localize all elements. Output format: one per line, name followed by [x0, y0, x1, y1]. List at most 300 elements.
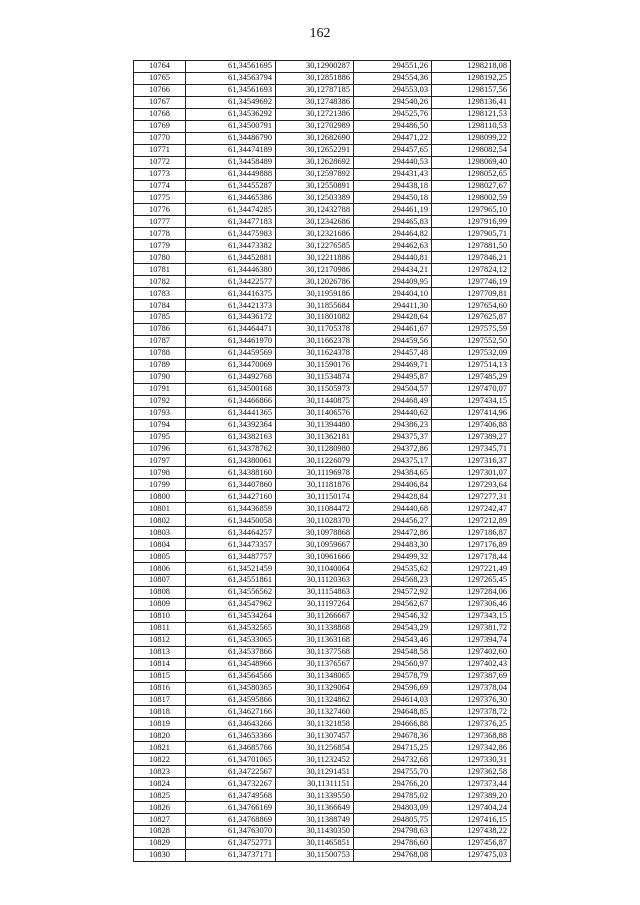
x-coordinate-cell: 294409,95 [354, 276, 432, 288]
x-coordinate-cell: 294715,25 [354, 742, 432, 754]
x-coordinate-cell: 294803,09 [354, 802, 432, 814]
table-row [134, 503, 511, 515]
table-row [134, 288, 511, 300]
point-id-cell: 10800 [134, 491, 186, 503]
latitude-cell: 61,34486790 [186, 132, 276, 144]
point-id-cell: 10798 [134, 467, 186, 479]
y-coordinate-cell: 1297404,24 [432, 802, 511, 814]
latitude-cell: 61,34382163 [186, 431, 276, 443]
longitude-cell: 30,11226079 [276, 455, 354, 467]
point-id-cell: 10773 [134, 168, 186, 180]
point-id-cell: 10819 [134, 718, 186, 730]
y-coordinate-cell: 1297342,86 [432, 742, 511, 754]
latitude-cell: 61,34537866 [186, 646, 276, 658]
x-coordinate-cell: 294648,85 [354, 706, 432, 718]
table-row [134, 323, 511, 335]
latitude-cell: 61,34477183 [186, 216, 276, 228]
x-coordinate-cell: 294456,27 [354, 515, 432, 527]
longitude-cell: 30,11430350 [276, 826, 354, 838]
point-id-cell: 10772 [134, 156, 186, 168]
longitude-cell: 30,11362181 [276, 431, 354, 443]
x-coordinate-cell: 294461,67 [354, 323, 432, 335]
table-row [134, 682, 511, 694]
table-row [134, 144, 511, 156]
latitude-cell: 61,34564566 [186, 670, 276, 682]
y-coordinate-cell: 1297186,87 [432, 527, 511, 539]
latitude-cell: 61,34722567 [186, 766, 276, 778]
x-coordinate-cell: 294614,03 [354, 694, 432, 706]
latitude-cell: 61,34464257 [186, 527, 276, 539]
latitude-cell: 61,34446380 [186, 264, 276, 276]
table-row [134, 551, 511, 563]
point-id-cell: 10820 [134, 730, 186, 742]
x-coordinate-cell: 294375,37 [354, 431, 432, 443]
latitude-cell: 61,34470069 [186, 359, 276, 371]
y-coordinate-cell: 1297178,44 [432, 551, 511, 563]
y-coordinate-cell: 1297284,06 [432, 586, 511, 598]
latitude-cell: 61,34475983 [186, 228, 276, 240]
longitude-cell: 30,12597892 [276, 168, 354, 180]
longitude-cell: 30,11662378 [276, 335, 354, 347]
x-coordinate-cell: 294461,19 [354, 204, 432, 216]
longitude-cell: 30,11377568 [276, 646, 354, 658]
table-row [134, 419, 511, 431]
latitude-cell: 61,34521459 [186, 563, 276, 575]
x-coordinate-cell: 294572,92 [354, 586, 432, 598]
longitude-cell: 30,11311151 [276, 778, 354, 790]
table-row [134, 431, 511, 443]
point-id-cell: 10817 [134, 694, 186, 706]
y-coordinate-cell: 1297389,20 [432, 790, 511, 802]
point-id-cell: 10805 [134, 551, 186, 563]
y-coordinate-cell: 1297416,15 [432, 814, 511, 826]
y-coordinate-cell: 1297881,50 [432, 240, 511, 252]
y-coordinate-cell: 1297212,89 [432, 515, 511, 527]
longitude-cell: 30,11505973 [276, 383, 354, 395]
table-row [134, 622, 511, 634]
x-coordinate-cell: 294457,48 [354, 347, 432, 359]
x-coordinate-cell: 294755,70 [354, 766, 432, 778]
table-row [134, 706, 511, 718]
x-coordinate-cell: 294440,62 [354, 407, 432, 419]
y-coordinate-cell: 1297746,19 [432, 276, 511, 288]
longitude-cell: 30,11197264 [276, 598, 354, 610]
longitude-cell: 30,11266667 [276, 610, 354, 622]
table-row [134, 276, 511, 288]
longitude-cell: 30,12721386 [276, 108, 354, 120]
longitude-cell: 30,11321858 [276, 718, 354, 730]
x-coordinate-cell: 294562,67 [354, 598, 432, 610]
latitude-cell: 61,34421373 [186, 300, 276, 312]
latitude-cell: 61,34580365 [186, 682, 276, 694]
point-id-cell: 10768 [134, 108, 186, 120]
x-coordinate-cell: 294543,46 [354, 634, 432, 646]
longitude-cell: 30,10959667 [276, 539, 354, 551]
point-id-cell: 10827 [134, 814, 186, 826]
x-coordinate-cell: 294457,65 [354, 144, 432, 156]
longitude-cell: 30,11406576 [276, 407, 354, 419]
y-coordinate-cell: 1297916,99 [432, 216, 511, 228]
point-id-cell: 10782 [134, 276, 186, 288]
latitude-cell: 61,34473357 [186, 539, 276, 551]
y-coordinate-cell: 1298069,40 [432, 156, 511, 168]
table-row [134, 264, 511, 276]
latitude-cell: 61,34549692 [186, 96, 276, 108]
table-row [134, 467, 511, 479]
y-coordinate-cell: 1297470,07 [432, 383, 511, 395]
point-id-cell: 10779 [134, 240, 186, 252]
latitude-cell: 61,34749568 [186, 790, 276, 802]
x-coordinate-cell: 294540,26 [354, 96, 432, 108]
latitude-cell: 61,34487757 [186, 551, 276, 563]
x-coordinate-cell: 294472,86 [354, 527, 432, 539]
longitude-cell: 30,11394480 [276, 419, 354, 431]
x-coordinate-cell: 294411,30 [354, 300, 432, 312]
latitude-cell: 61,34449888 [186, 168, 276, 180]
point-id-cell: 10780 [134, 252, 186, 264]
x-coordinate-cell: 294786,60 [354, 837, 432, 849]
table-row [134, 837, 511, 849]
y-coordinate-cell: 1297434,15 [432, 395, 511, 407]
point-id-cell: 10818 [134, 706, 186, 718]
table-row [134, 670, 511, 682]
x-coordinate-cell: 294375,17 [354, 455, 432, 467]
y-coordinate-cell: 1297709,81 [432, 288, 511, 300]
table-row [134, 383, 511, 395]
table-row [134, 156, 511, 168]
latitude-cell: 61,34466866 [186, 395, 276, 407]
table-row [134, 204, 511, 216]
table-row [134, 790, 511, 802]
y-coordinate-cell: 1297456,87 [432, 837, 511, 849]
latitude-cell: 61,34465386 [186, 192, 276, 204]
table-row [134, 754, 511, 766]
x-coordinate-cell: 294450,18 [354, 192, 432, 204]
latitude-cell: 61,34492768 [186, 371, 276, 383]
x-coordinate-cell: 294486,50 [354, 120, 432, 132]
coordinates-table [133, 60, 511, 862]
longitude-cell: 30,11280980 [276, 443, 354, 455]
y-coordinate-cell: 1297389,27 [432, 431, 511, 443]
x-coordinate-cell: 294551,26 [354, 61, 432, 73]
point-id-cell: 10783 [134, 288, 186, 300]
latitude-cell: 61,34732267 [186, 778, 276, 790]
latitude-cell: 61,34441365 [186, 407, 276, 419]
y-coordinate-cell: 1298192,25 [432, 72, 511, 84]
x-coordinate-cell: 294459,56 [354, 335, 432, 347]
x-coordinate-cell: 294431,43 [354, 168, 432, 180]
y-coordinate-cell: 1297387,69 [432, 670, 511, 682]
table-row [134, 730, 511, 742]
point-id-cell: 10791 [134, 383, 186, 395]
point-id-cell: 10789 [134, 359, 186, 371]
table-row [134, 407, 511, 419]
latitude-cell: 61,34627166 [186, 706, 276, 718]
latitude-cell: 61,34563794 [186, 72, 276, 84]
latitude-cell: 61,34436172 [186, 312, 276, 324]
table-row [134, 120, 511, 132]
longitude-cell: 30,12211886 [276, 252, 354, 264]
point-id-cell: 10828 [134, 826, 186, 838]
x-coordinate-cell: 294465,83 [354, 216, 432, 228]
y-coordinate-cell: 1298082,54 [432, 144, 511, 156]
x-coordinate-cell: 294568,23 [354, 574, 432, 586]
point-id-cell: 10808 [134, 586, 186, 598]
y-coordinate-cell: 1297965,10 [432, 204, 511, 216]
table-row [134, 814, 511, 826]
y-coordinate-cell: 1297475,03 [432, 849, 511, 861]
table-row [134, 515, 511, 527]
longitude-cell: 30,11705378 [276, 323, 354, 335]
point-id-cell: 10765 [134, 72, 186, 84]
longitude-cell: 30,12550891 [276, 180, 354, 192]
latitude-cell: 61,34461970 [186, 335, 276, 347]
y-coordinate-cell: 1297406,88 [432, 419, 511, 431]
longitude-cell: 30,11256854 [276, 742, 354, 754]
latitude-cell: 61,34685766 [186, 742, 276, 754]
point-id-cell: 10795 [134, 431, 186, 443]
table-row [134, 527, 511, 539]
table-row [134, 168, 511, 180]
table-row [134, 742, 511, 754]
longitude-cell: 30,12342686 [276, 216, 354, 228]
latitude-cell: 61,34380061 [186, 455, 276, 467]
y-coordinate-cell: 1297402,60 [432, 646, 511, 658]
x-coordinate-cell: 294499,32 [354, 551, 432, 563]
latitude-cell: 61,34547962 [186, 598, 276, 610]
y-coordinate-cell: 1297362,58 [432, 766, 511, 778]
x-coordinate-cell: 294471,22 [354, 132, 432, 144]
point-id-cell: 10816 [134, 682, 186, 694]
x-coordinate-cell: 294406,84 [354, 479, 432, 491]
y-coordinate-cell: 1298121,53 [432, 108, 511, 120]
longitude-cell: 30,11363168 [276, 634, 354, 646]
x-coordinate-cell: 294469,71 [354, 359, 432, 371]
longitude-cell: 30,12276585 [276, 240, 354, 252]
y-coordinate-cell: 1297552,50 [432, 335, 511, 347]
table-row [134, 610, 511, 622]
y-coordinate-cell: 1297394,74 [432, 634, 511, 646]
latitude-cell: 61,34643266 [186, 718, 276, 730]
longitude-cell: 30,11465851 [276, 837, 354, 849]
y-coordinate-cell: 1297265,45 [432, 574, 511, 586]
longitude-cell: 30,11500753 [276, 849, 354, 861]
y-coordinate-cell: 1297221,49 [432, 563, 511, 575]
x-coordinate-cell: 294464,82 [354, 228, 432, 240]
point-id-cell: 10801 [134, 503, 186, 515]
latitude-cell: 61,34532565 [186, 622, 276, 634]
longitude-cell: 30,12900287 [276, 61, 354, 73]
point-id-cell: 10766 [134, 84, 186, 96]
y-coordinate-cell: 1297654,60 [432, 300, 511, 312]
latitude-cell: 61,34473382 [186, 240, 276, 252]
x-coordinate-cell: 294468,49 [354, 395, 432, 407]
longitude-cell: 30,12748386 [276, 96, 354, 108]
latitude-cell: 61,34737171 [186, 849, 276, 861]
point-id-cell: 10775 [134, 192, 186, 204]
latitude-cell: 61,34561695 [186, 61, 276, 73]
longitude-cell: 30,12026786 [276, 276, 354, 288]
latitude-cell: 61,34533065 [186, 634, 276, 646]
latitude-cell: 61,34701065 [186, 754, 276, 766]
latitude-cell: 61,34459569 [186, 347, 276, 359]
x-coordinate-cell: 294553,03 [354, 84, 432, 96]
latitude-cell: 61,34500791 [186, 120, 276, 132]
x-coordinate-cell: 294440,53 [354, 156, 432, 168]
longitude-cell: 30,12170986 [276, 264, 354, 276]
x-coordinate-cell: 294434,21 [354, 264, 432, 276]
point-id-cell: 10769 [134, 120, 186, 132]
x-coordinate-cell: 294766,20 [354, 778, 432, 790]
latitude-cell: 61,34595866 [186, 694, 276, 706]
table-row [134, 479, 511, 491]
x-coordinate-cell: 294504,57 [354, 383, 432, 395]
table-row [134, 108, 511, 120]
latitude-cell: 61,34536292 [186, 108, 276, 120]
point-id-cell: 10807 [134, 574, 186, 586]
y-coordinate-cell: 1298099,22 [432, 132, 511, 144]
x-coordinate-cell: 294543,29 [354, 622, 432, 634]
y-coordinate-cell: 1297242,47 [432, 503, 511, 515]
latitude-cell: 61,34561693 [186, 84, 276, 96]
y-coordinate-cell: 1297176,89 [432, 539, 511, 551]
latitude-cell: 61,34766169 [186, 802, 276, 814]
latitude-cell: 61,34474189 [186, 144, 276, 156]
latitude-cell: 61,34378762 [186, 443, 276, 455]
y-coordinate-cell: 1297414,96 [432, 407, 511, 419]
y-coordinate-cell: 1297824,12 [432, 264, 511, 276]
longitude-cell: 30,10978868 [276, 527, 354, 539]
table-row [134, 359, 511, 371]
x-coordinate-cell: 294384,65 [354, 467, 432, 479]
x-coordinate-cell: 294495,87 [354, 371, 432, 383]
latitude-cell: 61,34422577 [186, 276, 276, 288]
table-row [134, 718, 511, 730]
longitude-cell: 30,12702989 [276, 120, 354, 132]
longitude-cell: 30,11624378 [276, 347, 354, 359]
latitude-cell: 61,34407860 [186, 479, 276, 491]
table-row [134, 132, 511, 144]
x-coordinate-cell: 294798,63 [354, 826, 432, 838]
latitude-cell: 61,34752771 [186, 837, 276, 849]
x-coordinate-cell: 294428,64 [354, 312, 432, 324]
point-id-cell: 10776 [134, 204, 186, 216]
table-row [134, 84, 511, 96]
latitude-cell: 61,34551861 [186, 574, 276, 586]
point-id-cell: 10825 [134, 790, 186, 802]
table-row [134, 240, 511, 252]
latitude-cell: 61,34653366 [186, 730, 276, 742]
latitude-cell: 61,34474285 [186, 204, 276, 216]
table-row [134, 395, 511, 407]
table-row [134, 455, 511, 467]
table-row [134, 180, 511, 192]
point-id-cell: 10803 [134, 527, 186, 539]
longitude-cell: 30,11338868 [276, 622, 354, 634]
point-id-cell: 10804 [134, 539, 186, 551]
longitude-cell: 30,11154863 [276, 586, 354, 598]
point-id-cell: 10770 [134, 132, 186, 144]
table-row [134, 347, 511, 359]
table-row [134, 574, 511, 586]
y-coordinate-cell: 1297373,44 [432, 778, 511, 790]
latitude-cell: 61,34427160 [186, 491, 276, 503]
table-row [134, 826, 511, 838]
y-coordinate-cell: 1297846,21 [432, 252, 511, 264]
latitude-cell: 61,34436859 [186, 503, 276, 515]
longitude-cell: 30,12628692 [276, 156, 354, 168]
point-id-cell: 10767 [134, 96, 186, 108]
x-coordinate-cell: 294462,63 [354, 240, 432, 252]
y-coordinate-cell: 1298157,56 [432, 84, 511, 96]
longitude-cell: 30,11232452 [276, 754, 354, 766]
y-coordinate-cell: 1297343,15 [432, 610, 511, 622]
y-coordinate-cell: 1297438,22 [432, 826, 511, 838]
longitude-cell: 30,11534874 [276, 371, 354, 383]
point-id-cell: 10786 [134, 323, 186, 335]
point-id-cell: 10809 [134, 598, 186, 610]
x-coordinate-cell: 294372,86 [354, 443, 432, 455]
point-id-cell: 10797 [134, 455, 186, 467]
point-id-cell: 10823 [134, 766, 186, 778]
table-row [134, 778, 511, 790]
longitude-cell: 30,11150174 [276, 491, 354, 503]
y-coordinate-cell: 1297368,88 [432, 730, 511, 742]
x-coordinate-cell: 294440,68 [354, 503, 432, 515]
table-row [134, 228, 511, 240]
x-coordinate-cell: 294440,81 [354, 252, 432, 264]
point-id-cell: 10826 [134, 802, 186, 814]
latitude-cell: 61,34388160 [186, 467, 276, 479]
longitude-cell: 30,11339550 [276, 790, 354, 802]
table-row [134, 598, 511, 610]
point-id-cell: 10784 [134, 300, 186, 312]
x-coordinate-cell: 294428,84 [354, 491, 432, 503]
x-coordinate-cell: 294535,62 [354, 563, 432, 575]
y-coordinate-cell: 1297485,29 [432, 371, 511, 383]
latitude-cell: 61,34768869 [186, 814, 276, 826]
latitude-cell: 61,34455287 [186, 180, 276, 192]
table-row [134, 491, 511, 503]
point-id-cell: 10811 [134, 622, 186, 634]
x-coordinate-cell: 294404,10 [354, 288, 432, 300]
point-id-cell: 10764 [134, 61, 186, 73]
longitude-cell: 30,11028370 [276, 515, 354, 527]
latitude-cell: 61,34392364 [186, 419, 276, 431]
point-id-cell: 10790 [134, 371, 186, 383]
x-coordinate-cell: 294785,02 [354, 790, 432, 802]
point-id-cell: 10794 [134, 419, 186, 431]
page-number: 162 [309, 26, 331, 41]
longitude-cell: 30,12321686 [276, 228, 354, 240]
x-coordinate-cell: 294560,97 [354, 658, 432, 670]
latitude-cell: 61,34548966 [186, 658, 276, 670]
point-id-cell: 10802 [134, 515, 186, 527]
y-coordinate-cell: 1297277,31 [432, 491, 511, 503]
point-id-cell: 10822 [134, 754, 186, 766]
point-id-cell: 10813 [134, 646, 186, 658]
table-row [134, 312, 511, 324]
x-coordinate-cell: 294666,88 [354, 718, 432, 730]
point-id-cell: 10815 [134, 670, 186, 682]
longitude-cell: 30,11376567 [276, 658, 354, 670]
longitude-cell: 30,11327460 [276, 706, 354, 718]
point-id-cell: 10796 [134, 443, 186, 455]
table-row [134, 849, 511, 861]
point-id-cell: 10781 [134, 264, 186, 276]
longitude-cell: 30,12851886 [276, 72, 354, 84]
y-coordinate-cell: 1297293,64 [432, 479, 511, 491]
